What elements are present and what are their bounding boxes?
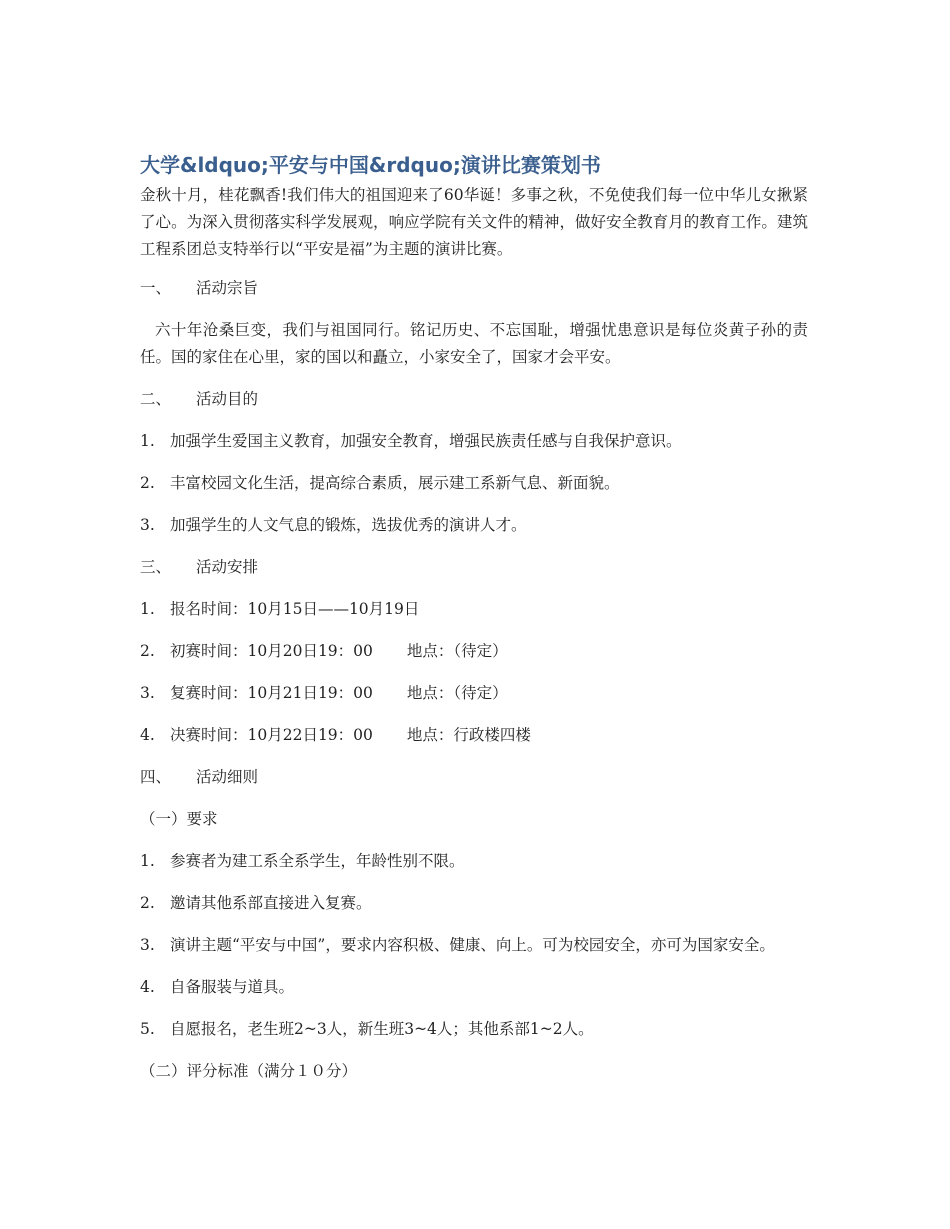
- list-item: [140, 974, 808, 1001]
- list-item: [140, 932, 808, 959]
- list-item: [140, 1016, 808, 1043]
- schedule-time: 报名时间：10月15日——10月19日: [170, 600, 420, 618]
- document-title: 大学&ldquo;平安与中国&rdquo;演讲比赛策划书: [140, 153, 601, 177]
- list-text: 演讲主题“平安与中国”，要求内容积极、健康、向上。可为校园安全，亦可为国家安全。: [170, 936, 775, 954]
- schedule-place: 地点：（待定）: [406, 684, 508, 702]
- intro-paragraph: 金秋十月，桂花飘香!我们伟大的祖国迎来了60华诞！多事之秋，不免使我们每一位中华儿女揪紧了心。为深入贯彻落实科学发展观，响应学院有关文件的精神，做好安全教育月的教育工作。建筑工程系团总支特举行以“平安是福”为主题的演讲比赛。: [140, 186, 808, 258]
- list-item: [140, 848, 808, 875]
- section-heading-2: [140, 386, 808, 413]
- schedule-item: [140, 722, 808, 749]
- section-title: 活动宗旨: [196, 279, 259, 297]
- section-number: 一、: [140, 279, 172, 297]
- section-heading-4: [140, 764, 808, 791]
- schedule-time: 决赛时间：10月22日19：00: [170, 726, 373, 744]
- subsection-title: （一）要求: [140, 810, 218, 828]
- list-number: 3.: [140, 936, 155, 954]
- schedule-item: [140, 680, 808, 707]
- list-text: 邀请其他系部直接进入复赛。: [170, 894, 372, 912]
- list-number: 5.: [140, 1020, 155, 1038]
- list-number: 1.: [140, 432, 155, 450]
- list-number: 3.: [140, 684, 155, 702]
- list-item: [140, 428, 808, 455]
- section-title: 活动目的: [196, 390, 259, 408]
- section-1-body: 六十年沧桑巨变，我们与祖国同行。铭记历史、不忘国耻，增强忧患意识是每位炎黄子孙的责任。国的家住在心里，家的国以和矗立，小家安全了，国家才会平安。: [140, 321, 808, 366]
- section-number: 二、: [140, 390, 172, 408]
- section-number: 三、: [140, 558, 172, 576]
- list-number: 2.: [140, 894, 155, 912]
- list-item: [140, 890, 808, 917]
- section-title: 活动安排: [196, 558, 259, 576]
- list-text: 丰富校园文化生活，提高综合素质，展示建工系新气息、新面貌。: [170, 474, 620, 492]
- section-heading-3: [140, 554, 808, 581]
- section-title: 活动细则: [196, 768, 259, 786]
- list-text: 自备服装与道具。: [170, 978, 295, 996]
- list-number: 3.: [140, 516, 155, 534]
- schedule-item: [140, 638, 808, 665]
- schedule-place: 地点：行政楼四楼: [406, 726, 531, 744]
- list-item: [140, 470, 808, 497]
- section-number: 四、: [140, 768, 172, 786]
- document-page: [140, 150, 808, 1100]
- list-number: 1.: [140, 852, 155, 870]
- schedule-place: 地点：（待定）: [406, 642, 508, 660]
- list-number: 4.: [140, 978, 155, 996]
- list-text: 加强学生的人文气息的锻炼，选拔优秀的演讲人才。: [170, 516, 527, 534]
- schedule-time: 复赛时间：10月21日19：00: [170, 684, 373, 702]
- list-text: 参赛者为建工系全系学生，年龄性别不限。: [170, 852, 465, 870]
- list-text: 加强学生爱国主义教育，加强安全教育，增强民族责任感与自我保护意识。: [170, 432, 682, 450]
- list-number: 1.: [140, 600, 155, 618]
- list-text: 自愿报名，老生班2~3人，新生班3~4人；其他系部1~2人。: [170, 1020, 594, 1038]
- schedule-time: 初赛时间：10月20日19：00: [170, 642, 373, 660]
- list-number: 2.: [140, 642, 155, 660]
- list-number: 2.: [140, 474, 155, 492]
- section-heading-1: [140, 275, 808, 302]
- list-number: 4.: [140, 726, 155, 744]
- schedule-item: [140, 596, 808, 623]
- subsection-title: （二）评分标准（满分１０分）: [140, 1062, 358, 1080]
- list-item: [140, 512, 808, 539]
